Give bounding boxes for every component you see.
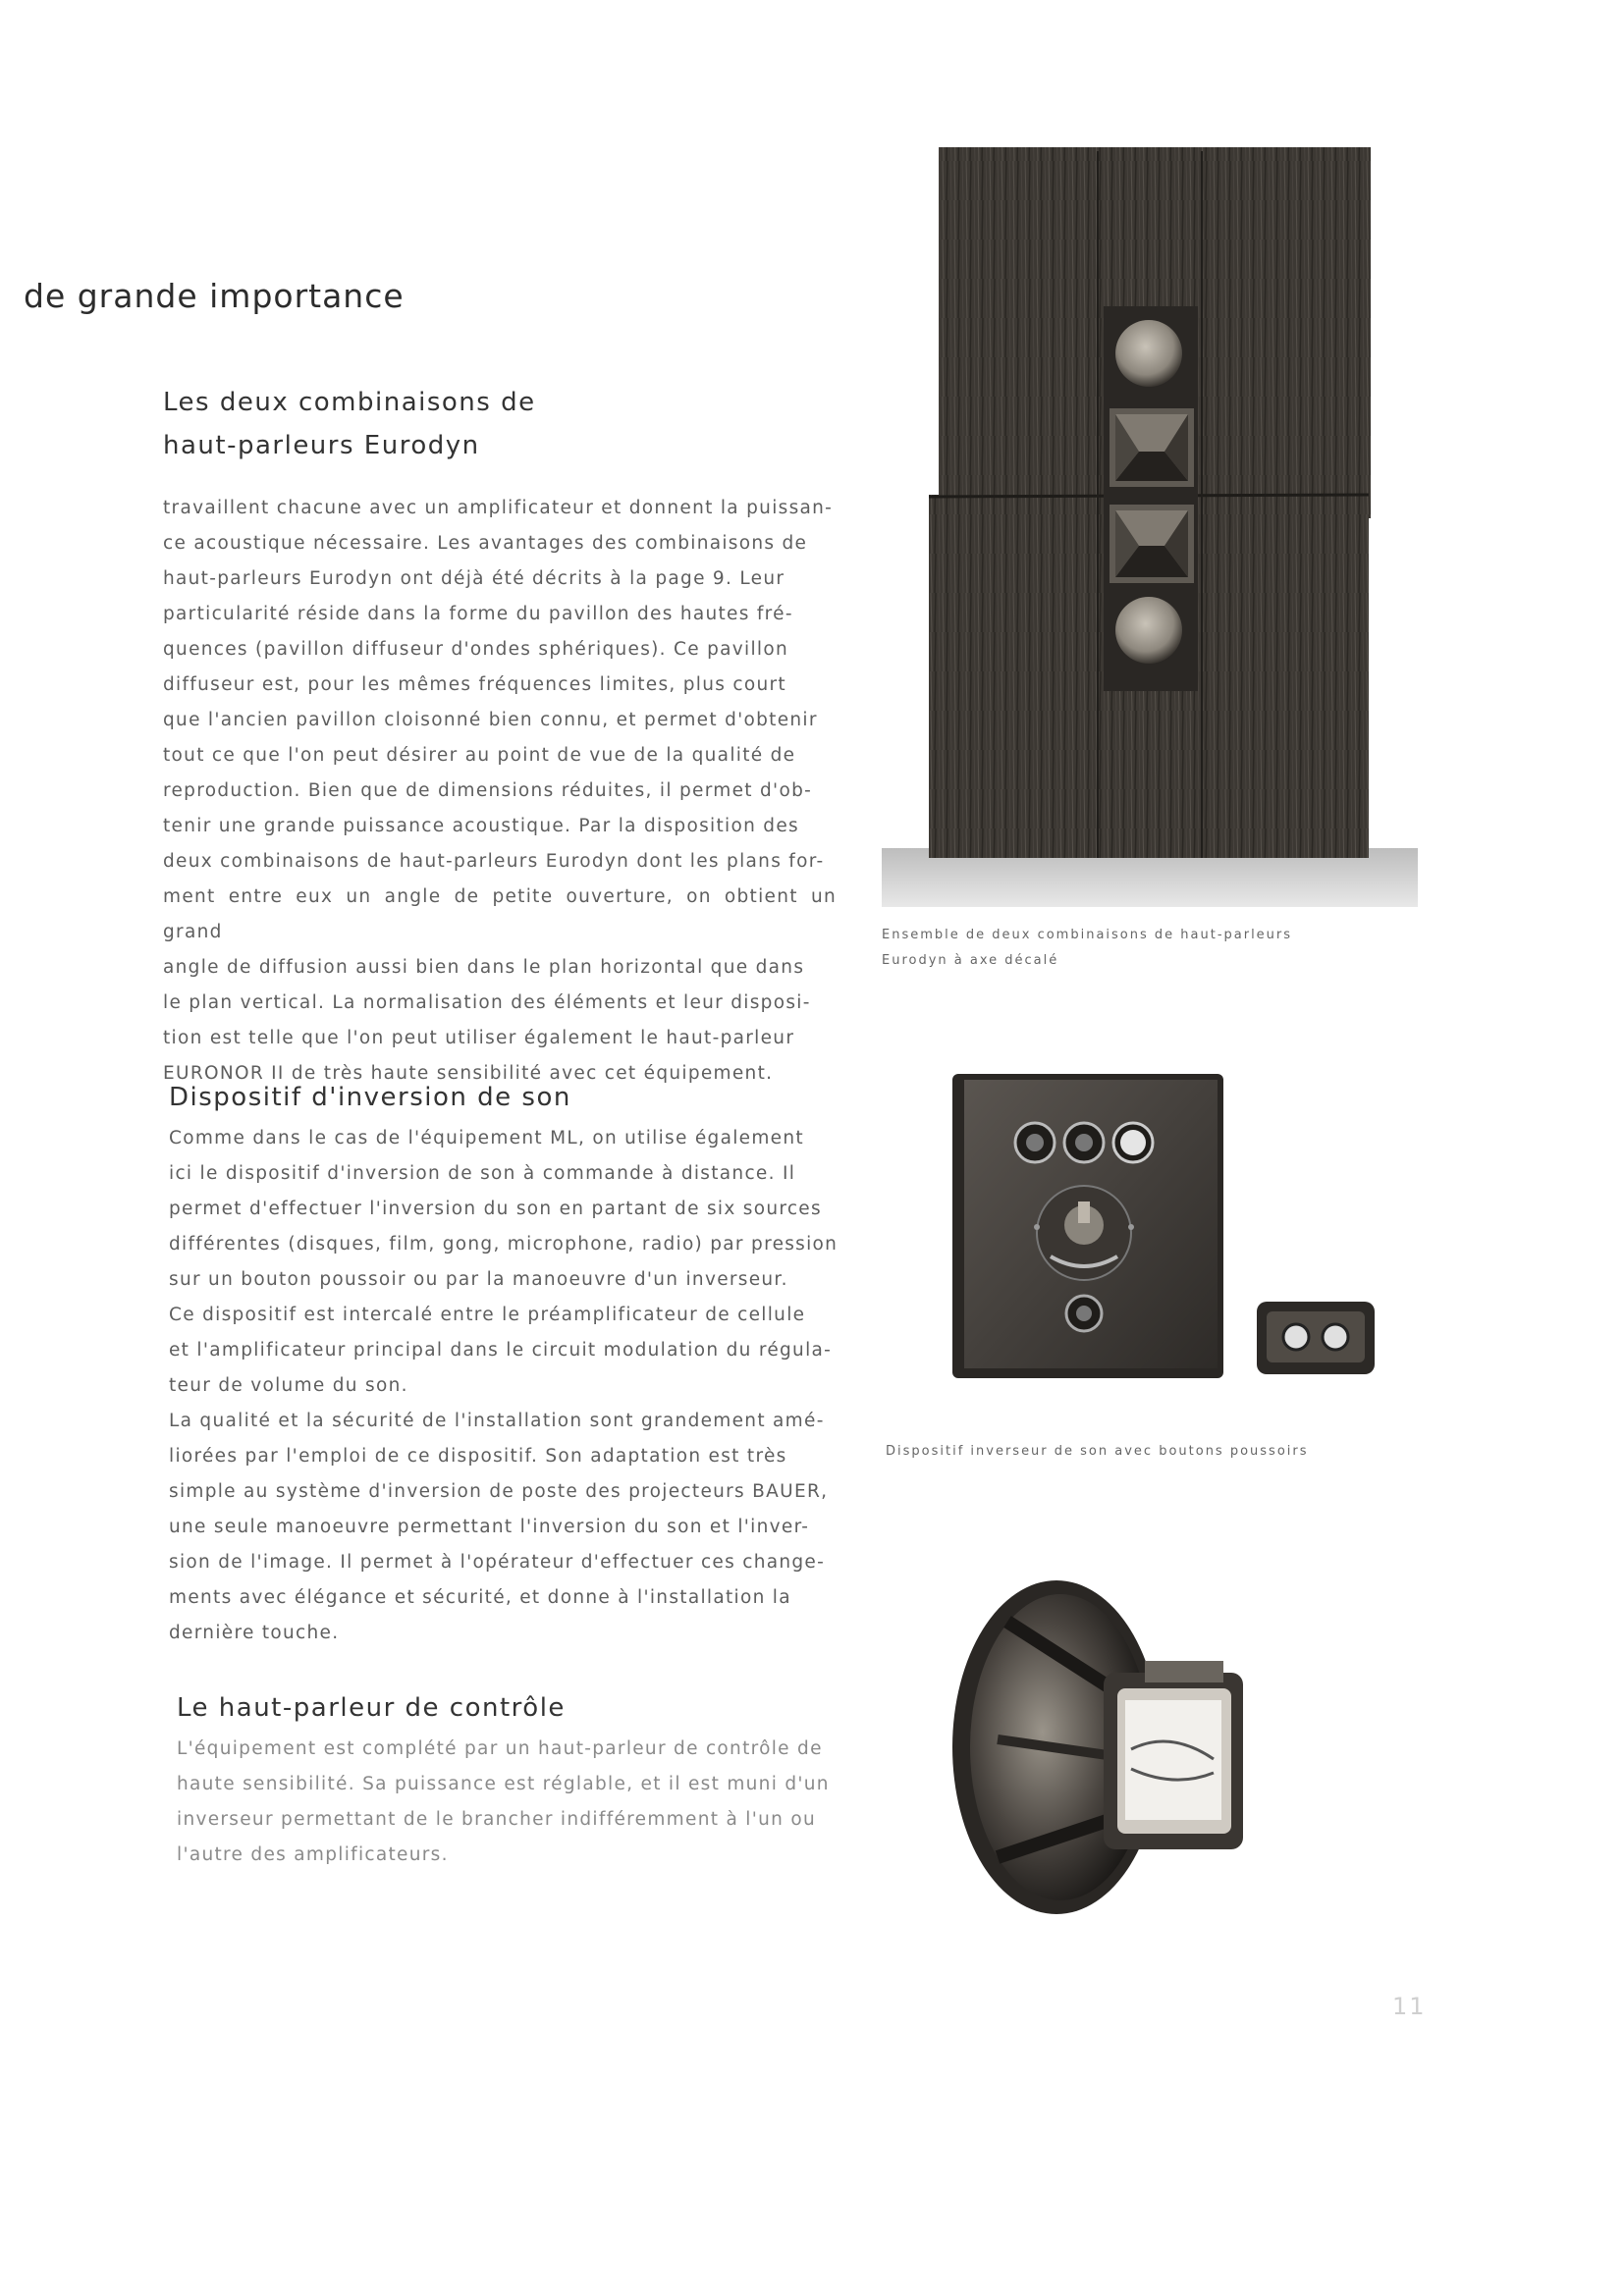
text-line: quences (pavillon diffuseur d'ondes sphériques). Ce pavillon xyxy=(163,639,788,660)
text-line: tion est telle que l'on peut utiliser également le haut-parleur xyxy=(163,1028,795,1048)
text-line: La qualité et la sécurité de l'installation sont grandement amé- xyxy=(169,1411,825,1431)
section-body-eurodyn xyxy=(163,491,837,1092)
text-line: différentes (disques, film, gong, microphone, radio) par pression xyxy=(169,1234,839,1255)
caption-line: Ensemble de deux combinaisons de haut-parleurs xyxy=(882,928,1293,942)
text-line: diffuseur est, pour les mêmes fréquences limites, plus court xyxy=(163,674,786,695)
text-line: une seule manoeuvre permettant l'inversion du son et l'inver- xyxy=(169,1517,810,1537)
section-title-line: Dispositif d'inversion de son xyxy=(169,1083,571,1112)
text-line: l'autre des amplificateurs. xyxy=(177,1844,449,1865)
text-line: dernière touche. xyxy=(169,1623,340,1643)
text-line: inverseur permettant de le brancher indifféremment à l'un ou xyxy=(177,1809,816,1830)
section-body-inversion xyxy=(169,1121,842,1651)
text-line: haute sensibilité. Sa puissance est réglable, et il est muni d'un xyxy=(177,1774,830,1794)
text-line: travaillent chacune avec un amplificateur et donnent la puissan- xyxy=(163,498,834,518)
sound-switch-photo xyxy=(948,1070,1380,1384)
text-line: teur de volume du son. xyxy=(169,1375,408,1396)
text-line: ici le dispositif d'inversion de son à commande à distance. Il xyxy=(169,1163,796,1184)
text-line: haut-parleurs Eurodyn ont déjà été décrits à la page 9. Leur xyxy=(163,568,785,589)
text-line: angle de diffusion aussi bien dans le plan horizontal que dans xyxy=(163,957,805,978)
page-number: 11 xyxy=(1392,1993,1427,2020)
text-line: deux combinaisons de haut-parleurs Eurodyn dont les plans for- xyxy=(163,851,825,872)
section-title-line: haut-parleurs Eurodyn xyxy=(163,431,480,460)
text-line: le plan vertical. La normalisation des éléments et leur disposi- xyxy=(163,992,811,1013)
text-line: que l'ancien pavillon cloisonné bien connu, et permet d'obtenir xyxy=(163,710,818,730)
eurodyn-caption xyxy=(882,923,1292,974)
text-line: Ce dispositif est intercalé entre le préamplificateur de cellule xyxy=(169,1305,806,1325)
text-line: ments avec élégance et sécurité, et donne à l'installation la xyxy=(169,1587,791,1608)
page-heading: de grande importance xyxy=(24,277,405,315)
text-line: particularité réside dans la forme du pavillon des hautes fré- xyxy=(163,604,793,624)
text-line: ment entre eux un angle de petite ouverture, on obtient un grand xyxy=(163,886,837,942)
control-speaker-photo xyxy=(939,1563,1263,1926)
section-title-line: Le haut-parleur de contrôle xyxy=(177,1693,566,1723)
section-body-controle xyxy=(177,1732,844,1873)
text-line: liorées par l'emploi de ce dispositif. Son adaptation est très xyxy=(169,1446,787,1467)
section-title-line: Les deux combinaisons de xyxy=(163,388,536,417)
text-line: ce acoustique nécessaire. Les avantages des combinaisons de xyxy=(163,533,808,554)
caption-line: Eurodyn à axe décalé xyxy=(882,953,1059,968)
text-line: tenir une grande puissance acoustique. Par la disposition des xyxy=(163,816,799,836)
text-line: EURONOR II de très haute sensibilité avec cet équipement. xyxy=(163,1063,774,1084)
text-line: simple au système d'inversion de poste des projecteurs BAUER, xyxy=(169,1481,829,1502)
section-title-controle xyxy=(177,1686,566,1730)
text-line: sion de l'image. Il permet à l'opérateur d'effectuer ces change- xyxy=(169,1552,826,1573)
text-line: permet d'effectuer l'inversion du son en partant de six sources xyxy=(169,1199,822,1219)
text-line: sur un bouton poussoir ou par la manoeuvre d'un inverseur. xyxy=(169,1269,788,1290)
text-line: tout ce que l'on peut désirer au point de vue de la qualité de xyxy=(163,745,796,766)
text-line: et l'amplificateur principal dans le circuit modulation du régula- xyxy=(169,1340,833,1361)
section-title-eurodyn xyxy=(163,381,536,467)
switch-caption: Dispositif inverseur de son avec boutons poussoirs xyxy=(886,1444,1309,1459)
text-line: Comme dans le cas de l'équipement ML, on utilise également xyxy=(169,1128,804,1148)
section-title-inversion xyxy=(169,1076,571,1119)
eurodyn-speaker-photo xyxy=(882,122,1418,907)
text-line: L'équipement est complété par un haut-parleur de contrôle de xyxy=(177,1738,823,1759)
text-line: reproduction. Bien que de dimensions réduites, il permet d'ob- xyxy=(163,780,813,801)
